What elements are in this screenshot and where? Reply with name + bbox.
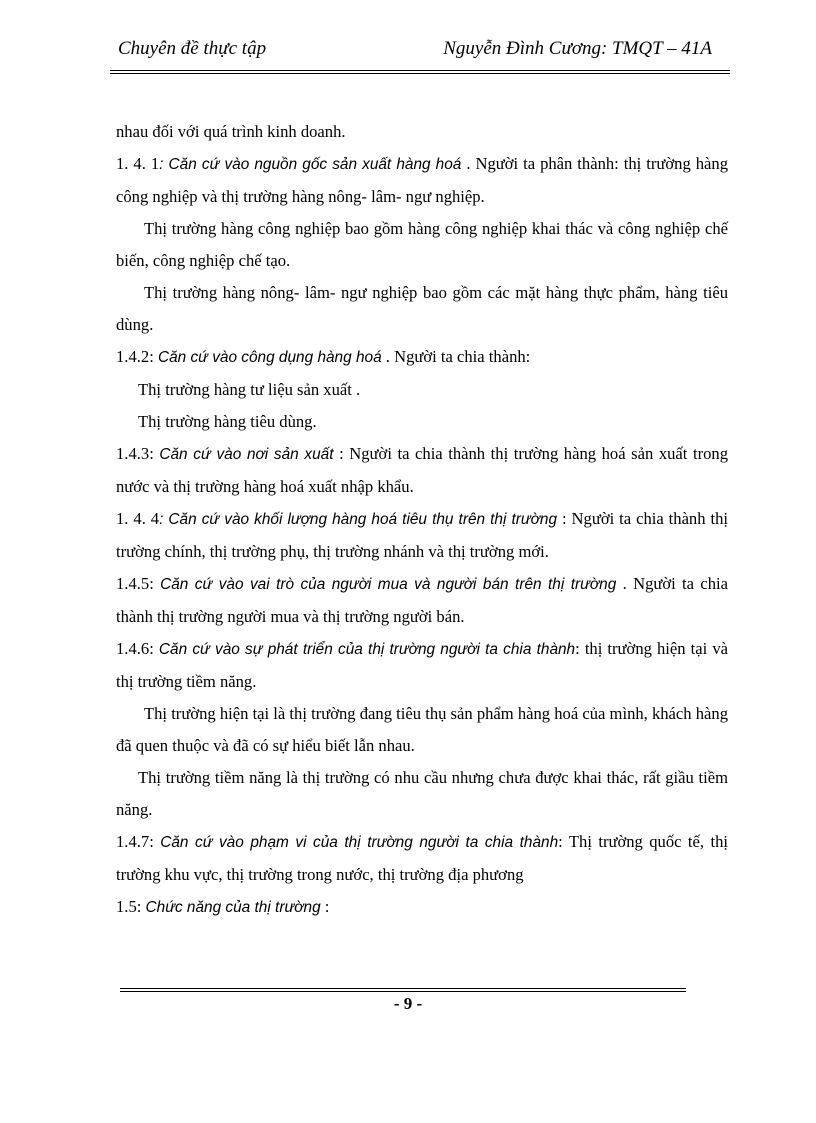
header-left-title: Chuyên đề thực tập — [118, 38, 267, 59]
paragraph-text: 1. 4. 4 — [116, 509, 160, 528]
paragraph-text: 1.5: — [116, 897, 146, 916]
page-header — [116, 38, 730, 64]
header-author: Nguyễn Đình Cương: TMQT – 41A — [443, 38, 712, 59]
paragraph-text: : thị trường hiện tại và thị trường tiềm năng. — [116, 639, 728, 691]
paragraph — [116, 116, 728, 148]
paragraph-text: 1.4.5: — [116, 574, 161, 593]
italic-heading-text: Căn cứ vào vai trò của người mua và người bán trên thị trường — [160, 576, 617, 593]
paragraph-text: : — [320, 897, 330, 916]
paragraph-text: 1.4.7: — [116, 832, 161, 851]
paragraph-text: . Người ta chia thành thị trường người mua và thị trường người bán. — [116, 574, 728, 626]
paragraph — [116, 698, 728, 762]
paragraph-text: 1.4.3: — [116, 444, 160, 463]
page-number: - 9 - — [393, 994, 423, 1013]
paragraph — [116, 341, 728, 374]
italic-heading-text: Chức năng của thị trường — [145, 899, 321, 916]
paragraph-text: . Người ta phân thành: thị trường hàng công nghiệp và thị trường hàng nông- lâm- ngư nghiệp. — [116, 154, 728, 206]
paragraph-text: : Người ta chia thành thị trường chính, thị trường phụ, thị trường nhánh và thị trường mới. — [116, 509, 728, 561]
paragraph-text: Thị trường tiềm năng là thị trường có nhu cầu nhưng chưa được khai thác, rất giầu tiềm năng. — [116, 768, 728, 819]
paragraph — [116, 826, 728, 891]
paragraph — [116, 148, 728, 213]
paragraph-text: 1.4.2: — [116, 347, 158, 366]
paragraph-text: : Thị trường quốc tế, thị trường khu vực, thị trường trong nước, thị trường địa phương — [116, 832, 728, 884]
paragraph — [116, 374, 728, 406]
paragraph-text: Thị trường hiện tại là thị trường đang tiêu thụ sản phẩm hàng hoá của mình, khách hàng đã quen thuộc và đã có sự hiểu biết lẫn nhau. — [116, 704, 728, 755]
paragraph — [116, 406, 728, 438]
paragraph — [116, 213, 728, 277]
paragraph — [116, 762, 728, 826]
italic-heading-text: Căn cứ vào nơi sản xuất — [159, 446, 334, 463]
header-rule — [110, 70, 730, 75]
paragraph — [116, 503, 728, 568]
paragraph — [116, 568, 728, 633]
document-body — [116, 116, 728, 924]
italic-heading-text: : Căn cứ vào nguồn gốc sản xuất hàng hoá — [159, 156, 462, 173]
italic-heading-text: : Căn cứ vào khối lượng hàng hoá tiêu thụ trên thị trường — [159, 511, 558, 528]
paragraph-text: Thị trường hàng công nghiệp bao gồm hàng công nghiệp khai thác và công nghiệp chế biến, công nghiệp chế tạo. — [116, 219, 728, 270]
italic-heading-text: Căn cứ vào sự phát triển của thị trường người ta chia thành — [158, 641, 576, 658]
paragraph-text: 1.4.6: — [116, 639, 159, 658]
italic-heading-text: Căn cứ vào phạm vi của thị trường người ta chia thành — [160, 834, 559, 851]
paragraph — [116, 633, 728, 698]
paragraph — [116, 891, 728, 924]
paragraph-text: Thị trường hàng tiêu dùng. — [138, 412, 317, 431]
paragraph — [116, 438, 728, 503]
paragraph-text: 1. 4. 1 — [116, 154, 160, 173]
paragraph-text: : Người ta chia thành thị trường hàng hoá sản xuất trong nước và thị trường hàng hoá xuất nhập khẩu. — [116, 444, 728, 496]
italic-heading-text: Căn cứ vào công dụng hàng hoá — [157, 349, 382, 366]
paragraph-text: . Người ta chia thành: — [381, 347, 531, 366]
paragraph — [116, 277, 728, 341]
paragraph-text: Thị trường hàng tư liệu sản xuất . — [138, 380, 361, 399]
paragraph-text: nhau đối với quá trình kinh doanh. — [116, 122, 346, 141]
paragraph-text: Thị trường hàng nông- lâm- ngư nghiệp bao gồm các mặt hàng thực phẩm, hàng tiêu dùng. — [116, 283, 728, 334]
